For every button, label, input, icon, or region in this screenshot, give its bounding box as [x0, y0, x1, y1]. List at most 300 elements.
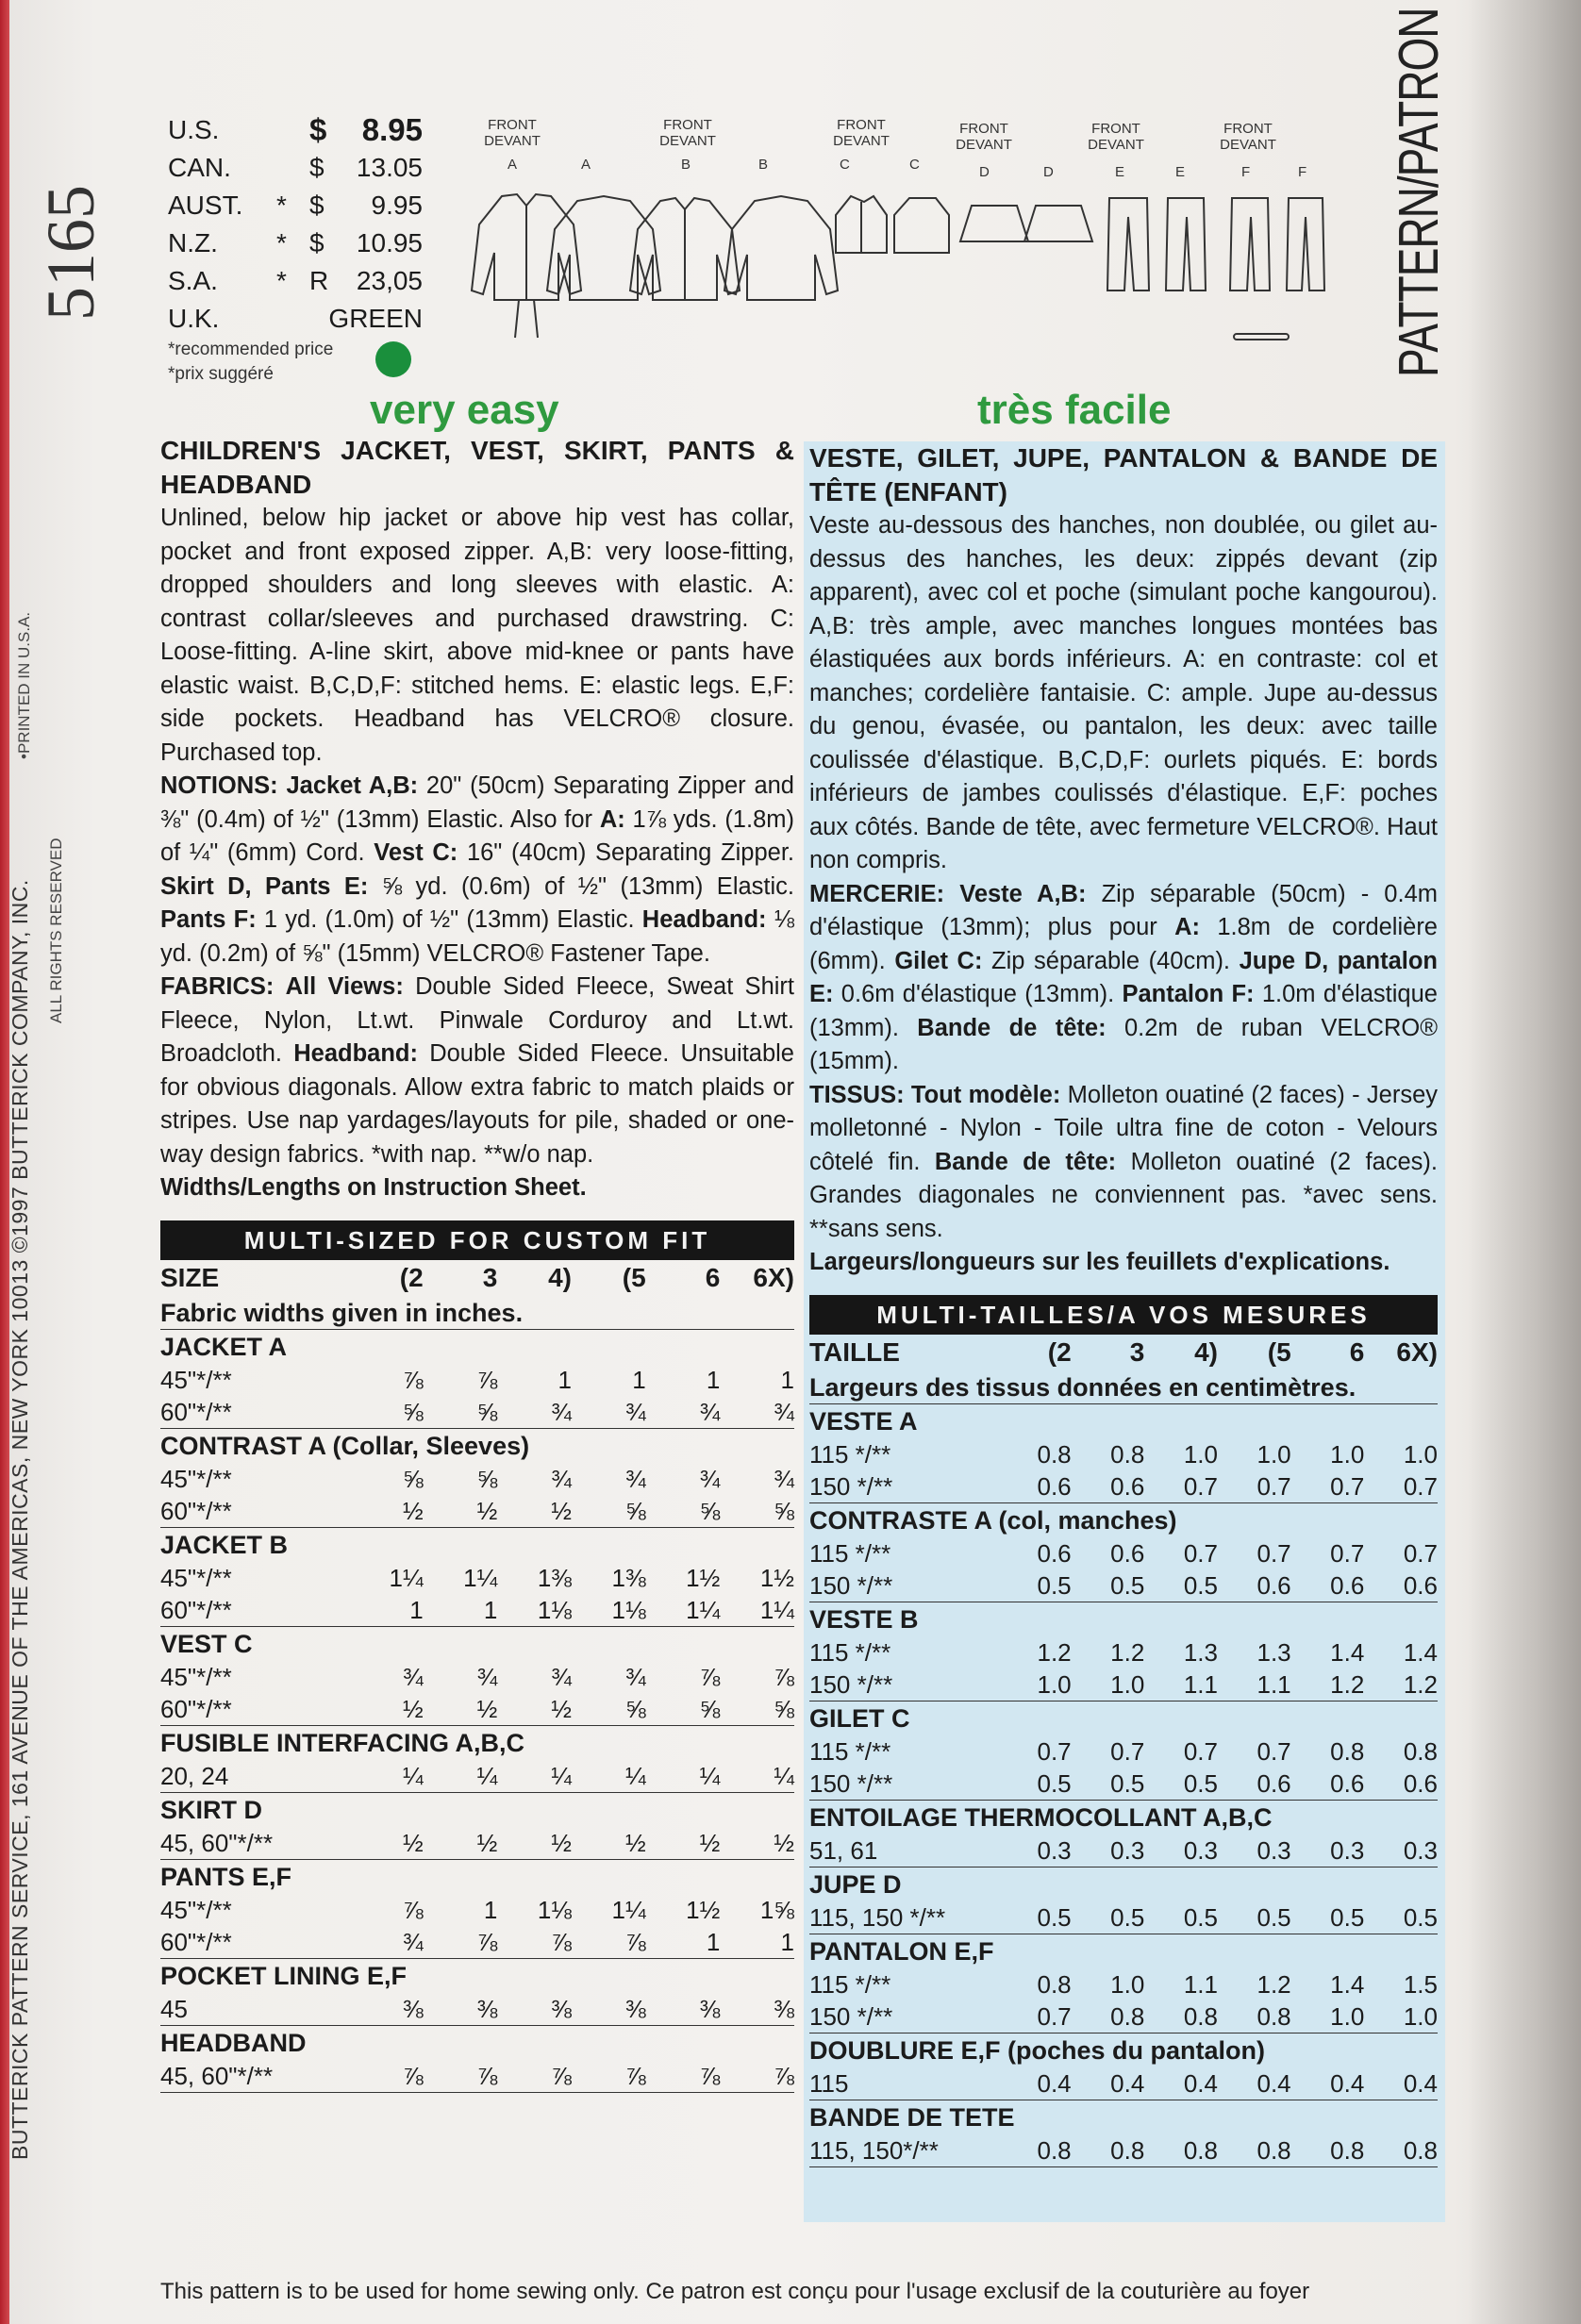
yardage-cell: 0.8 — [1183, 2001, 1218, 2031]
fabric-width-cell: 115, 150*/** — [809, 2135, 939, 2165]
price-star: * — [276, 191, 287, 220]
table-row — [160, 1894, 794, 1926]
yardage-cell: 0.6 — [1110, 1471, 1145, 1501]
publisher-address: BUTTERICK PATTERN SERVICE, 161 AVENUE OF THE AMERICAS, NEW YORK 10013 ©1997 BUTTERICK COMPANY, INC. — [8, 879, 32, 2160]
notion-item-text: 1⅞ yds. (1.8m) of ¼" (6mm) Cord. — [160, 805, 794, 866]
yardage-cell: 0.6 — [1330, 1570, 1365, 1600]
yardage-cell: ¾ — [551, 1464, 572, 1493]
yardage-cell: 1.5 — [1403, 1969, 1438, 1999]
size-value: 6 — [1349, 1336, 1365, 1367]
yardage-cell: 0.5 — [1037, 1570, 1072, 1600]
yardage-cell: 0.5 — [1403, 1902, 1438, 1932]
yardage-cell: 0.5 — [1110, 1570, 1145, 1600]
front-devant-label — [819, 117, 904, 149]
price-row — [168, 149, 423, 187]
view-letter: E — [1175, 164, 1186, 180]
yardage-cell: 1.0 — [1110, 1669, 1145, 1699]
price-row — [168, 262, 423, 300]
yardage-cell: ¼ — [476, 1761, 498, 1790]
notion-item-text: 1 yd. (1.0m) of ½" (13mm) Elastic. — [256, 906, 642, 933]
yardage-cell: ¼ — [774, 1761, 794, 1790]
view-letter: C — [840, 157, 850, 173]
notion-item-label: Jupe D, pantalon E: — [809, 947, 1438, 1007]
fabric-item-label: Tout modèle: — [910, 1081, 1061, 1108]
yardage-cell: ⅞ — [551, 1927, 572, 1956]
yardage-cell: 1¼ — [686, 1595, 721, 1624]
yardage-cell: ¼ — [699, 1761, 721, 1790]
price-value: 9.95 — [371, 191, 423, 220]
yardage-cell: ½ — [476, 1828, 498, 1857]
yardage-cell: ⅜ — [699, 1994, 721, 2023]
yardage-cell: ⅞ — [699, 1662, 721, 1691]
size-value: 3 — [1129, 1336, 1145, 1367]
yardage-cell: 0.7 — [1403, 1538, 1438, 1568]
fabrics-paragraph — [160, 971, 794, 1171]
pattern-label: PATTERN/PATRON — [1386, 8, 1450, 377]
group-title: PANTALON E,F — [809, 1936, 994, 1966]
price-row — [168, 224, 423, 262]
notion-item-text: ⅝ yd. (0.6m) of ½" (13mm) Elastic. — [368, 872, 794, 900]
yardage-table-header: MULTI-SIZED FOR CUSTOM FIT — [160, 1220, 794, 1260]
fabric-width-cell: 150 */** — [809, 2001, 893, 2031]
yardage-cell: 0.8 — [1183, 2135, 1218, 2165]
view-letter: E — [1115, 164, 1125, 180]
fabric-width-cell: 150 */** — [809, 1570, 893, 1600]
group-title: HEADBAND — [160, 2028, 307, 2057]
view-letter: F — [1298, 164, 1307, 180]
fabric-width-cell: 45, 60"*/** — [160, 2061, 274, 2090]
vest-c-back-sketch — [894, 198, 949, 253]
table-row — [160, 1495, 794, 1527]
price-value: 8.95 — [361, 112, 423, 147]
yardage-cell: ⅞ — [476, 2061, 498, 2090]
notion-item-text: 20" (50cm) Separating Zipper and ⅜" (0.4m) of ½" (13mm) Elastic. Also for — [160, 772, 794, 833]
yardage-cell: 0.3 — [1037, 1835, 1072, 1865]
price-currency: R — [309, 266, 329, 295]
table-row — [160, 1760, 794, 1792]
front-devant-label — [1206, 121, 1290, 153]
yardage-cell: ½ — [551, 1496, 572, 1525]
yardage-cell: 0.3 — [1403, 1835, 1438, 1865]
yardage-cell: 0.8 — [1330, 1736, 1365, 1766]
price-star: * — [276, 228, 287, 257]
yardage-cell: 0.8 — [1403, 1736, 1438, 1766]
notions-label: NOTIONS: — [160, 772, 278, 799]
yardage-cell: 1.4 — [1403, 1637, 1438, 1667]
notion-item-label: Vest C: — [374, 839, 458, 866]
table-row — [160, 2060, 794, 2092]
yardage-cell: 0.7 — [1110, 1736, 1145, 1766]
yardage-cell: 1.2 — [1037, 1637, 1072, 1667]
notion-item-label: Veste A,B: — [959, 880, 1087, 907]
yardage-cell: 1⅜ — [537, 1563, 572, 1592]
table-row — [160, 1827, 794, 1859]
yardage-cell: ⅞ — [774, 1662, 794, 1691]
yardage-cell: 0.6 — [1403, 1570, 1438, 1600]
yardage-cell: 0.3 — [1256, 1835, 1291, 1865]
yardage-cell: 1¼ — [463, 1563, 498, 1592]
yardage-cell: 0.5 — [1110, 1902, 1145, 1932]
yardage-cell: 1 — [780, 1927, 794, 1956]
view-letter: D — [1043, 164, 1054, 180]
yardage-cell: 0.6 — [1256, 1768, 1291, 1798]
yardage-cell: ⅝ — [476, 1397, 498, 1426]
yardage-cell: 0.5 — [1183, 1902, 1218, 1932]
size-value: 4) — [548, 1262, 572, 1292]
yardage-cell: ⅞ — [476, 1927, 498, 1956]
yardage-cell: 0.8 — [1110, 2001, 1145, 2031]
yardage-cell: ¼ — [624, 1761, 646, 1790]
view-letter: A — [508, 157, 518, 173]
yardage-cell: 1.0 — [1256, 1439, 1291, 1469]
yardage-cell: 0.4 — [1183, 2068, 1218, 2098]
yardage-cell: ¾ — [476, 1662, 498, 1691]
vest-c-front-sketch — [836, 196, 887, 253]
yardage-cell: ⅞ — [402, 2061, 424, 2090]
fabrics-label: FABRICS: — [160, 973, 275, 1000]
notion-item-label: Jacket A,B: — [286, 772, 419, 799]
fabric-width-cell: 20, 24 — [160, 1761, 229, 1790]
yardage-cell: 1 — [780, 1365, 794, 1394]
yardage-cell: 0.8 — [1037, 2135, 1072, 2165]
yardage-cell: 0.6 — [1037, 1538, 1072, 1568]
notion-item-text: ⅛ yd. (0.2m) of ⅝" (15mm) VELCRO® Fastener Tape. — [160, 906, 795, 967]
yardage-cell: ¾ — [624, 1464, 646, 1493]
table-row — [809, 1768, 1438, 1800]
yardage-cell: ⅝ — [402, 1397, 424, 1426]
table-row — [160, 1562, 794, 1594]
devant-label: DEVANT — [659, 133, 716, 149]
yardage-cell: ½ — [476, 1496, 498, 1525]
yardage-cell: 1 — [558, 1365, 572, 1394]
notion-item-text: 0.2m de ruban VELCRO® (15mm). — [809, 1014, 1439, 1074]
section-title: CHILDREN'S JACKET, VEST, SKIRT, PANTS & HEADBAND — [160, 436, 794, 499]
yardage-cell: 0.7 — [1256, 1471, 1291, 1501]
yardage-cell: 1.4 — [1330, 1969, 1365, 1999]
devant-label: DEVANT — [833, 133, 890, 149]
printed-in-usa: •PRINTED IN U.S.A. — [15, 611, 33, 759]
yardage-cell: ½ — [774, 1828, 794, 1857]
yardage-cell: 0.5 — [1183, 1570, 1218, 1600]
price-country: AUST. — [168, 191, 243, 220]
yardage-group — [160, 1959, 794, 2026]
yardage-cell: ¾ — [624, 1397, 646, 1426]
yardage-cell: ½ — [476, 1694, 498, 1723]
group-title: BANDE DE TETE — [809, 2102, 1015, 2132]
size-row — [809, 1335, 1438, 1370]
yardage-cell: 0.8 — [1256, 2001, 1291, 2031]
yardage-cell: 1.2 — [1330, 1669, 1365, 1699]
yardage-cell: 1.0 — [1037, 1669, 1072, 1699]
yardage-group — [809, 2034, 1438, 2100]
yardage-cell: ⅝ — [699, 1694, 721, 1723]
table-row — [809, 2067, 1438, 2100]
skirt-d-back-sketch — [1024, 206, 1092, 241]
yardage-cell: 0.7 — [1256, 1736, 1291, 1766]
fabric-width-cell: 60"*/** — [160, 1496, 232, 1525]
yardage-cell: 0.7 — [1037, 1736, 1072, 1766]
yardage-cell: ¾ — [551, 1662, 572, 1691]
yardage-cell: 0.7 — [1403, 1471, 1438, 1501]
fabric-width-cell: 45"*/** — [160, 1365, 232, 1394]
yardage-cell: ½ — [624, 1828, 646, 1857]
skirt-d-front-sketch — [960, 206, 1028, 241]
size-row — [160, 1260, 794, 1296]
fabric-item-label: All Views: — [285, 973, 404, 1000]
yardage-cell: ⅞ — [624, 1927, 646, 1956]
yardage-cell: 1½ — [686, 1563, 721, 1592]
yardage-cell: ⅜ — [774, 1994, 794, 2023]
pants-e-back-sketch — [1166, 198, 1206, 290]
view-letter: A — [581, 157, 591, 173]
yardage-cell: 0.6 — [1037, 1471, 1072, 1501]
yardage-cell: 1.2 — [1256, 1969, 1291, 1999]
yardage-cell: 0.6 — [1256, 1570, 1291, 1600]
yardage-cell: ⅝ — [402, 1464, 424, 1493]
table-row — [809, 1735, 1438, 1768]
yardage-cell: 1½ — [759, 1563, 794, 1592]
yardage-cell: 1.0 — [1403, 2001, 1438, 2031]
group-title: GILET C — [809, 1703, 910, 1733]
headband-sketch — [1234, 334, 1289, 340]
fabric-width-cell: 60"*/** — [160, 1694, 232, 1723]
notion-item-text: Zip séparable (50cm) - 0.4m d'élastique (13mm); plus pour — [809, 880, 1438, 940]
yardage-cell: 0.4 — [1110, 2068, 1145, 2098]
view-letter: D — [979, 164, 990, 180]
yardage-cell: 1⅜ — [611, 1563, 646, 1592]
yardage-cell: 1¼ — [611, 1895, 646, 1924]
yardage-cell: 1 — [483, 1895, 498, 1924]
yardage-cell: ¾ — [699, 1464, 721, 1493]
notion-item-text: 1.0m d'élastique (13mm). — [809, 981, 1438, 1041]
fabric-width-cell: 115 */** — [809, 1736, 891, 1766]
front-label: FRONT — [1091, 121, 1140, 137]
fabric-width-cell: 115 */** — [809, 1637, 891, 1667]
price-value: 13.05 — [356, 153, 423, 182]
size-value: 6X) — [1396, 1336, 1438, 1367]
front-label: FRONT — [837, 117, 886, 133]
fabric-width-cell: 45, 60"*/** — [160, 1828, 274, 1857]
front-devant-label — [470, 117, 555, 149]
pants-f-front-sketch — [1230, 198, 1270, 290]
yardage-cell: ⅜ — [624, 1994, 646, 2023]
yardage-cell: 1.2 — [1403, 1669, 1438, 1699]
pants-e-front-sketch — [1107, 198, 1149, 290]
table-row — [809, 1438, 1438, 1470]
fabric-item-text: Double Sided Fleece, Sweat Shirt Fleece, Nylon, Lt.wt. Pinwale Corduroy and Lt.wt. Broadcloth. — [160, 973, 794, 1067]
yardage-cell: 0.5 — [1037, 1768, 1072, 1798]
fabric-item-text: Double Sided Fleece. Unsuitable for obvious diagonals. Allow extra fabric to match plaids or stripes. Use nap yardages/layouts for pile, shaded or one-way design fabrics. *with nap. **w/o nap. — [160, 1040, 794, 1168]
group-title: PANTS E,F — [160, 1862, 292, 1891]
front-label: FRONT — [959, 121, 1008, 137]
yardage-cell: ⅜ — [551, 1994, 572, 2023]
yardage-cell: 1 — [632, 1365, 646, 1394]
description: Unlined, below hip jacket or above hip vest has collar, pocket and front exposed zipper. A,B: very loose-fitting, dropped shoulders and long sleeves with elastic. A: contrast collar/sleeves and purchased drawstring. C: Loose-fitting. A-line skirt, above mid-knee or pants have elastic waist. B,C,D,F: stitched hems. E: elastic legs. E,F: side pockets. Headband has VELCRO® closure. Purchased top. — [160, 505, 794, 766]
yardage-group — [160, 1793, 794, 1860]
front-label: FRONT — [488, 117, 537, 133]
front-devant-label — [645, 117, 730, 149]
yardage-cell: 1⅛ — [537, 1595, 572, 1624]
yardage-cell: 1.0 — [1330, 2001, 1365, 2031]
yardage-group — [160, 1627, 794, 1726]
yardage-cell: ¾ — [774, 1397, 794, 1426]
yardage-cell: 0.8 — [1110, 2135, 1145, 2165]
notion-item-label: Headband: — [641, 906, 767, 933]
fabric-width-note: Fabric widths given in inches. — [160, 1296, 794, 1330]
table-row — [809, 1537, 1438, 1569]
notion-item-label: Pants F: — [160, 906, 257, 933]
notion-item-label: Gilet C: — [894, 947, 983, 974]
yardage-cell: ⅞ — [699, 2061, 721, 2090]
fabric-width-cell: 150 */** — [809, 1669, 893, 1699]
price-row — [168, 111, 423, 149]
yardage-cell: 0.7 — [1330, 1538, 1365, 1568]
widths-note: Largeurs/longueurs sur les feuillets d'explications. — [809, 1249, 1390, 1275]
notion-item-text: 1.8m de cordelière (6mm). — [809, 914, 1438, 974]
yardage-cell: 0.5 — [1330, 1902, 1365, 1932]
yardage-cell: 0.6 — [1403, 1768, 1438, 1798]
group-title: VESTE A — [809, 1406, 918, 1436]
headline-very-easy: very easy — [370, 387, 559, 433]
yardage-cell: ¾ — [699, 1397, 721, 1426]
yardage-cell: 1.0 — [1403, 1439, 1438, 1469]
table-row — [160, 1463, 794, 1495]
yardage-cell: 1.1 — [1183, 1969, 1218, 1999]
fabric-item-text: Molleton ouatiné (2 faces) - Jersey molletonné - Nylon - Toile ultra fine de coton - Velours côtelé fin. — [809, 1081, 1439, 1175]
group-title: DOUBLURE E,F (poches du pantalon) — [809, 2035, 1265, 2065]
size-value: (5 — [622, 1262, 646, 1292]
fabric-width-cell: 45"*/** — [160, 1464, 232, 1493]
table-row — [809, 1470, 1438, 1502]
yardage-cell: ¼ — [402, 1761, 424, 1790]
yardage-cell: 1.2 — [1110, 1637, 1145, 1667]
group-title: VEST C — [160, 1629, 253, 1658]
group-title: JUPE D — [809, 1869, 902, 1899]
size-value: 6X) — [753, 1262, 794, 1292]
yardage-group — [809, 2100, 1438, 2167]
yardage-cell: ⅝ — [774, 1694, 794, 1723]
yardage-cell: 1⅝ — [759, 1895, 794, 1924]
table-row — [809, 1569, 1438, 1602]
yardage-cell: ½ — [402, 1496, 424, 1525]
yardage-cell: 0.5 — [1037, 1902, 1072, 1932]
yardage-cell: ½ — [699, 1828, 721, 1857]
yardage-cell: 0.8 — [1110, 1439, 1145, 1469]
yardage-cell: 1.3 — [1256, 1637, 1291, 1667]
yardage-cell: 0.4 — [1256, 2068, 1291, 2098]
yardage-cell: ⅞ — [624, 2061, 646, 2090]
yardage-group — [809, 1868, 1438, 1934]
yardage-cell: 1.0 — [1110, 1969, 1145, 1999]
group-title: POCKET LINING E,F — [160, 1961, 408, 1990]
yardage-cell: ¼ — [551, 1761, 572, 1790]
fabric-width-cell: 45"*/** — [160, 1895, 232, 1924]
yardage-cell: 1 — [706, 1365, 721, 1394]
all-rights-reserved: ALL RIGHTS RESERVED — [47, 838, 65, 1023]
yardage-cell: 1⅛ — [611, 1595, 646, 1624]
price-currency: $ — [309, 112, 327, 147]
price-note-recommended: *recommended price — [168, 340, 334, 359]
table-row — [160, 1993, 794, 2025]
devant-label: DEVANT — [1220, 137, 1276, 153]
fabric-width-cell: 60"*/** — [160, 1927, 232, 1956]
pattern-number: 5165 — [33, 185, 108, 321]
yardage-cell: ⅞ — [402, 1365, 424, 1394]
price-value: 23,05 — [356, 266, 423, 295]
french-column — [804, 441, 1445, 2222]
yardage-cell: ½ — [402, 1694, 424, 1723]
yardage-cell: 0.7 — [1330, 1471, 1365, 1501]
size-value: 6 — [705, 1262, 721, 1292]
table-row — [160, 1926, 794, 1958]
yardage-cell: 0.7 — [1183, 1736, 1218, 1766]
yardage-cell: ½ — [551, 1694, 572, 1723]
fabric-width-cell: 115, 150 */** — [809, 1902, 946, 1932]
table-row — [809, 1968, 1438, 2000]
devant-label: DEVANT — [1088, 137, 1144, 153]
notion-item-text: 0.6m d'élastique (13mm). — [833, 981, 1123, 1007]
yardage-cell: 0.5 — [1183, 1768, 1218, 1798]
table-row — [160, 1661, 794, 1693]
price-star: * — [276, 266, 287, 295]
yardage-cell: ⅝ — [624, 1496, 646, 1525]
yardage-cell: ⅝ — [774, 1496, 794, 1525]
view-letter: C — [909, 157, 920, 173]
price-country: U.S. — [168, 115, 220, 144]
yardage-cell: 0.7 — [1183, 1538, 1218, 1568]
notions-label: MERCERIE: — [809, 880, 945, 907]
fabric-item-label: Bande de tête: — [934, 1148, 1117, 1175]
group-title: CONTRASTE A (col, manches) — [809, 1505, 1177, 1535]
price-value: 10.95 — [356, 228, 423, 257]
notion-item-text: Zip séparable (40cm). — [982, 947, 1240, 974]
fabric-item-label: Headband: — [293, 1040, 418, 1067]
group-title: SKIRT D — [160, 1795, 262, 1824]
yardage-cell: ¾ — [624, 1662, 646, 1691]
size-label: SIZE — [160, 1262, 220, 1292]
notion-item-label: A: — [599, 805, 625, 833]
yardage-cell: ⅝ — [476, 1464, 498, 1493]
section-title: VESTE, GILET, JUPE, PANTALON & BANDE DE TÊTE (ENFANT) — [809, 443, 1438, 506]
table-row — [809, 1901, 1438, 1934]
yardage-cell: 1.1 — [1256, 1669, 1291, 1699]
price-notes — [168, 338, 333, 387]
group-title: FUSIBLE INTERFACING A,B,C — [160, 1728, 525, 1757]
price-country: CAN. — [168, 153, 231, 182]
price-star — [276, 149, 309, 187]
fabric-width-cell: 150 */** — [809, 1471, 893, 1501]
view-letter: B — [681, 157, 691, 173]
yardage-cell: ⅜ — [476, 1994, 498, 2023]
yardage-cell: ½ — [402, 1828, 424, 1857]
price-currency: $ — [309, 191, 325, 220]
yardage-cell: 1½ — [686, 1895, 721, 1924]
size-label: TAILLE — [809, 1336, 900, 1367]
fabric-width-cell: 115 */** — [809, 1969, 891, 1999]
widths-note: Widths/Lengths on Instruction Sheet. — [160, 1174, 587, 1201]
yardage-cell: 0.3 — [1183, 1835, 1218, 1865]
fabric-width-cell: 51, 61 — [809, 1835, 878, 1865]
fabric-width-cell: 45"*/** — [160, 1563, 232, 1592]
description: Veste au-dessous des hanches, non doublée, ou gilet au-dessus des hanches, les deux: zippés devant (zip apparent), avec col et poche (simulant poche kangourou). A,B: très ample, avec manches longues montées bas élastiquées aux bords inférieurs. A: en contraste: col et manches; cordelière fantaisie. C: ample. Jupe au-dessus du genou, évasée, ou pantalon, les deux: avec taille coulissée d'élastique. B,C,D,F: ourlets piqués. E: bords inférieurs de jambes coulissés d'élastique. E,F: poches aux côtés. Bande de tête, avec fermeture VELCRO®. Haut non compris. — [809, 512, 1438, 873]
view-letter: B — [758, 157, 769, 173]
fabric-width-cell: 150 */** — [809, 1768, 893, 1798]
price-country: N.Z. — [168, 228, 218, 257]
yardage-cell: 0.8 — [1330, 2135, 1365, 2165]
notions-paragraph — [160, 770, 794, 971]
yardage-cell: 1.1 — [1183, 1669, 1218, 1699]
fabric-width-cell: 115 */** — [809, 1439, 891, 1469]
